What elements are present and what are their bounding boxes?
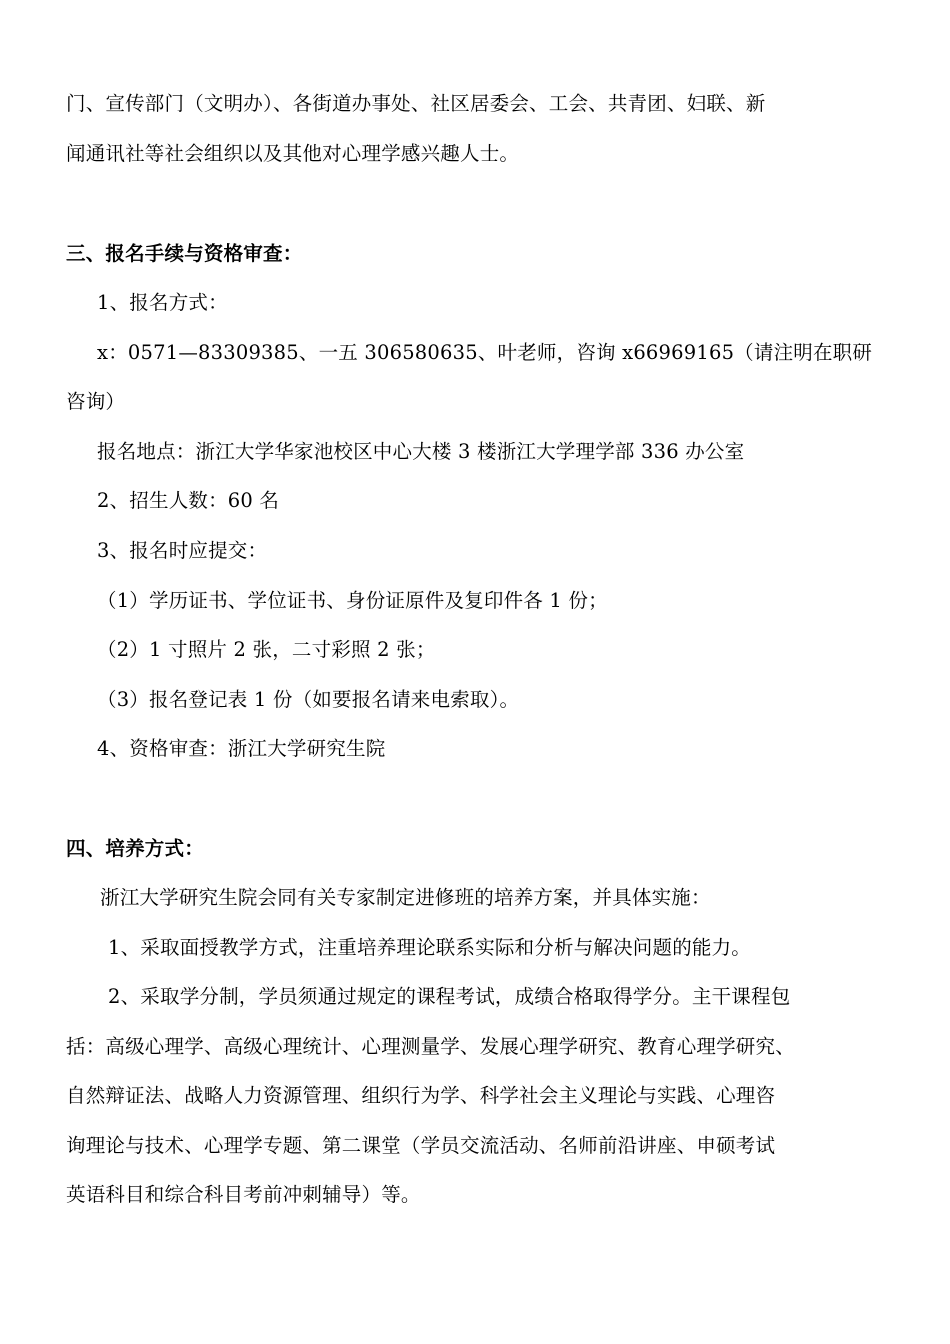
intro-line-2: 闻通讯社等社会组织以及其他对心理学感兴趣人士。 — [66, 142, 520, 165]
intro-line-1: 门、宣传部门（文明办）、各街道办事处、社区居委会、工会、共青团、妇联、新 — [66, 92, 766, 115]
training-point-2-line-3: 自然辩证法、战略人力资源管理、组织行为学、科学社会主义理论与实践、心理咨 — [66, 1084, 776, 1107]
training-point-2-line-1: 2、采取学分制，学员须通过规定的课程考试，成绩合格取得学分。主干课程包 — [108, 985, 791, 1008]
training-point-2-line-5: 英语科目和综合科目考前冲刺辅导）等。 — [66, 1183, 421, 1206]
training-intro: 浙江大学研究生院会同有关专家制定进修班的培养方案，并具体实施： — [100, 886, 711, 909]
training-point-2-line-2: 括：高级心理学、高级心理统计、心理测量学、发展心理学研究、教育心理学研究、 — [66, 1035, 795, 1058]
requirement-2: （2）1 寸照片 2 张，二寸彩照 2 张； — [97, 638, 436, 661]
registration-method: 1、报名方式： — [97, 291, 228, 314]
qualification-review: 4、资格审查：浙江大学研究生院 — [97, 737, 386, 760]
training-point-1: 1、采取面授教学方式，注重培养理论联系实际和分析与解决问题的能力。 — [108, 936, 752, 959]
contact-line-2: 咨询） — [66, 390, 126, 413]
requirement-1: （1）学历证书、学位证书、身份证原件及复印件各 1 份； — [97, 589, 608, 612]
section-4-heading: 四、培养方式： — [66, 837, 204, 860]
section-3-heading: 三、报名手续与资格审查： — [66, 242, 303, 265]
registration-location: 报名地点：浙江大学华家池校区中心大楼 3 楼浙江大学理学部 336 办公室 — [97, 440, 745, 463]
requirement-3: （3）报名登记表 1 份（如要报名请来电索取）。 — [97, 688, 520, 711]
enrollment-count: 2、招生人数：60 名 — [97, 489, 280, 512]
training-point-2-line-4: 询理论与技术、心理学专题、第二课堂（学员交流活动、名师前沿讲座、申硕考试 — [66, 1134, 776, 1157]
submission-requirements: 3、报名时应提交： — [97, 539, 268, 562]
contact-line-1: x：0571—83309385、一五 306580635、叶老师，咨询 x66969165（请注明在职研 — [97, 341, 873, 364]
